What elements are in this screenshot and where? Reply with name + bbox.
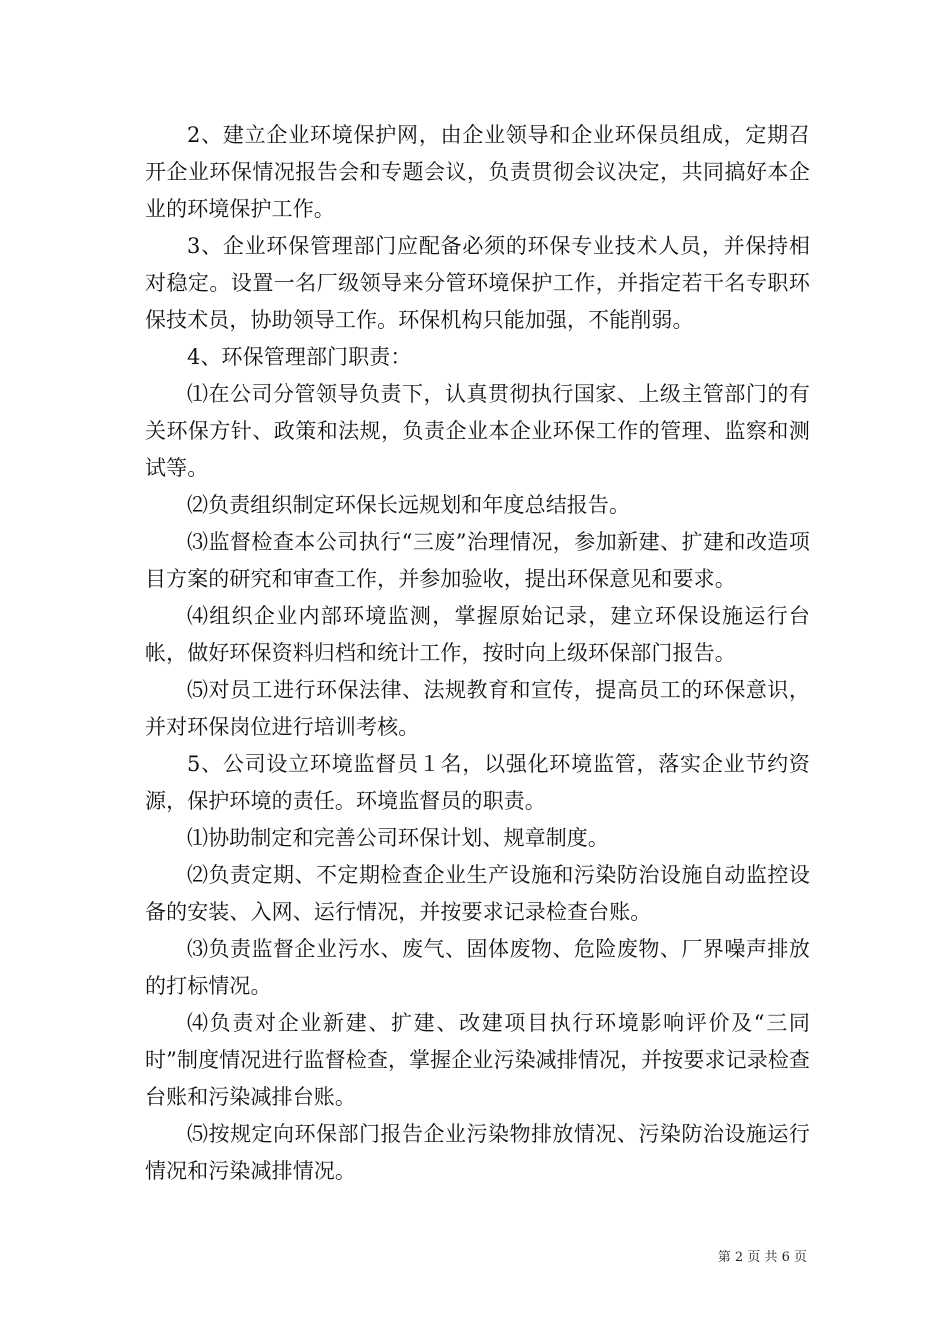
paragraph: ⑶监督检查本公司执行“三废”治理情况，参加新建、扩建和改造项目方案的研究和审查工作，并参加验收，提出环保意见和要求。 bbox=[145, 530, 810, 591]
paragraph: ⑵负责定期、不定期检查企业生产设施和污染防治设施自动监控设备的安装、入网、运行情况，并按要求记录检查台账。 bbox=[145, 863, 810, 924]
paragraph: 3、企业环保管理部门应配备必须的环保专业技术人员，并保持相对稳定。设置一名厂级领导来分管环境保护工作，并指定若干名专职环保技术员，协助领导工作。环保机构只能加强，不能削弱。 bbox=[145, 234, 810, 332]
paragraph: 2、建立企业环境保护网，由企业领导和企业环保员组成，定期召开企业环保情况报告会和专题会议，负责贯彻会议决定，共同搞好本企业的环境保护工作。 bbox=[145, 123, 810, 221]
paragraph: ⑵负责组织制定环保长远规划和年度总结报告。 bbox=[187, 493, 631, 517]
paragraph: ⑴在公司分管领导负责下，认真贯彻执行国家、上级主管部门的有关环保方针、政策和法规，负责企业本企业环保工作的管理、监察和测试等。 bbox=[145, 382, 810, 480]
page-number-footer: 第 2 页 共 6 页 bbox=[717, 1250, 807, 1265]
paragraph: ⑸对员工进行环保法律、法规教育和宣传，提高员工的环保意识，并对环保岗位进行培训考核。 bbox=[145, 678, 810, 739]
paragraph: ⑶负责监督企业污水、废气、固体废物、危险废物、厂界噪声排放的打标情况。 bbox=[145, 937, 810, 998]
paragraph: ⑷负责对企业新建、扩建、改建项目执行环境影响评价及“三同时”制度情况进行监督检查，掌握企业污染减排情况，并按要求记录检查台账和污染减排台账。 bbox=[145, 1011, 810, 1109]
paragraph: 4、环保管理部门职责： bbox=[187, 345, 412, 369]
paragraph: ⑸按规定向环保部门报告企业污染物排放情况、污染防治设施运行情况和污染减排情况。 bbox=[145, 1122, 810, 1183]
paragraph: ⑷组织企业内部环境监测，掌握原始记录，建立环保设施运行台帐，做好环保资料归档和统计工作，按时向上级环保部门报告。 bbox=[145, 604, 810, 665]
paragraph: 5、公司设立环境监督员１名，以强化环境监管，落实企业节约资源，保护环境的责任。环境监督员的职责。 bbox=[145, 752, 810, 813]
paragraph: ⑴协助制定和完善公司环保计划、规章制度。 bbox=[187, 826, 609, 850]
document-body bbox=[145, 117, 810, 1190]
